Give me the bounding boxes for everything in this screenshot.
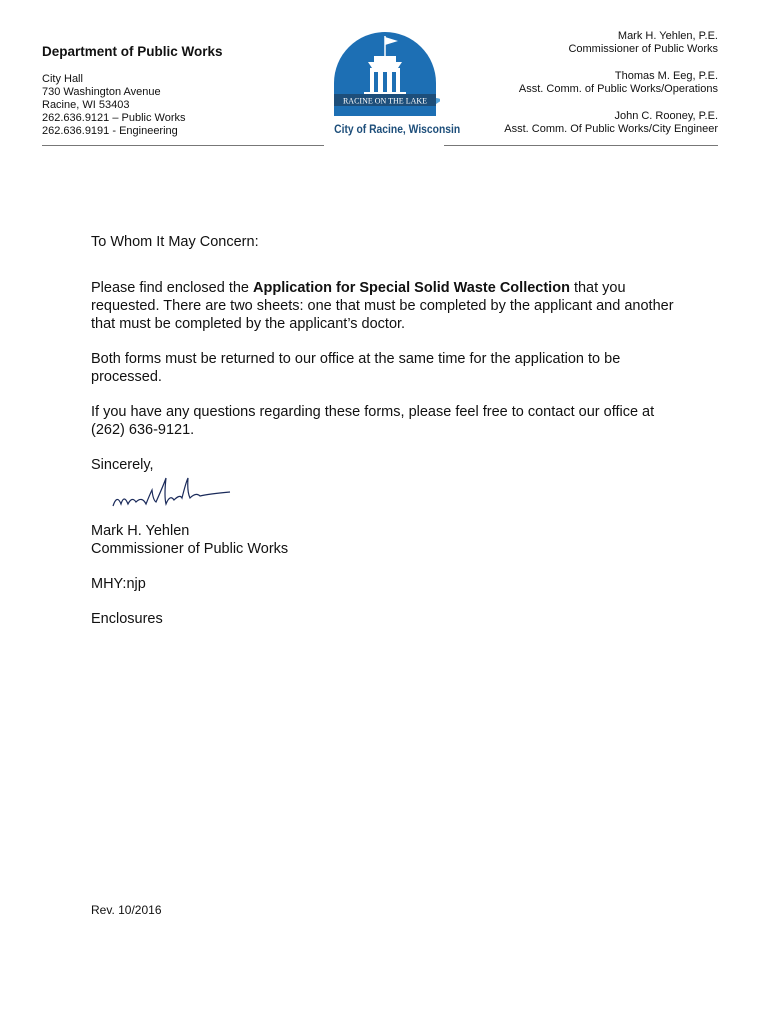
officials-list [504,30,718,150]
official [504,30,718,56]
official [504,110,718,136]
signer-block [91,522,691,558]
address-line: 262.636.9121 – Public Works [42,112,186,124]
official-name: John C. Rooney, P.E. [614,110,718,122]
header-rule-left [42,145,324,146]
address-line: 730 Washington Avenue [42,86,161,98]
official-title: Asst. Comm. Of Public Works/City Engineer [504,123,718,135]
text-span: that you requested. There are two sheets: one that must be completed by the applicant and another that must be completed by the applicant’s doctor. [91,280,674,332]
revision-note: Rev. 10/2016 [91,903,162,917]
initials: MHY:njp [91,576,146,592]
signer-title: Commissioner of Public Works [91,541,289,557]
official [504,70,718,96]
address-line: City Hall [42,73,83,85]
department-name: Department of Public Works [42,44,223,59]
logo-caption: City of Racine, Wisconsin [334,122,461,136]
address-line: Racine, WI 53403 [42,99,130,111]
salutation: To Whom It May Concern: [91,234,259,250]
signature [109,476,249,516]
letter-body [91,233,691,645]
official-title: Commissioner of Public Works [568,43,718,55]
official-name: Mark H. Yehlen, P.E. [617,30,718,42]
application-title: Application for Special Solid Waste Collection [253,280,570,296]
paragraph-questions: If you have any questions regarding these forms, please feel free to contact our office at (262) 636-9121. [91,404,655,438]
signer-name: Mark H. Yehlen [91,523,190,539]
header-rule-right [444,145,718,146]
official-name: Thomas M. Eeg, P.E. [614,70,718,82]
paragraph-return: Both forms must be returned to our office at the same time for the application to be processed. [91,351,621,385]
logo-banner-text: RACINE ON THE LAKE [342,96,428,106]
address-block [42,73,186,138]
enclosures: Enclosures [91,611,163,627]
address-line: 262.636.9191 - Engineering [42,125,178,137]
paragraph-enclosed [91,279,691,333]
text-span: Please find enclosed the [91,280,254,296]
closing: Sincerely, [91,457,154,473]
official-title: Asst. Comm. of Public Works/Operations [518,83,718,95]
